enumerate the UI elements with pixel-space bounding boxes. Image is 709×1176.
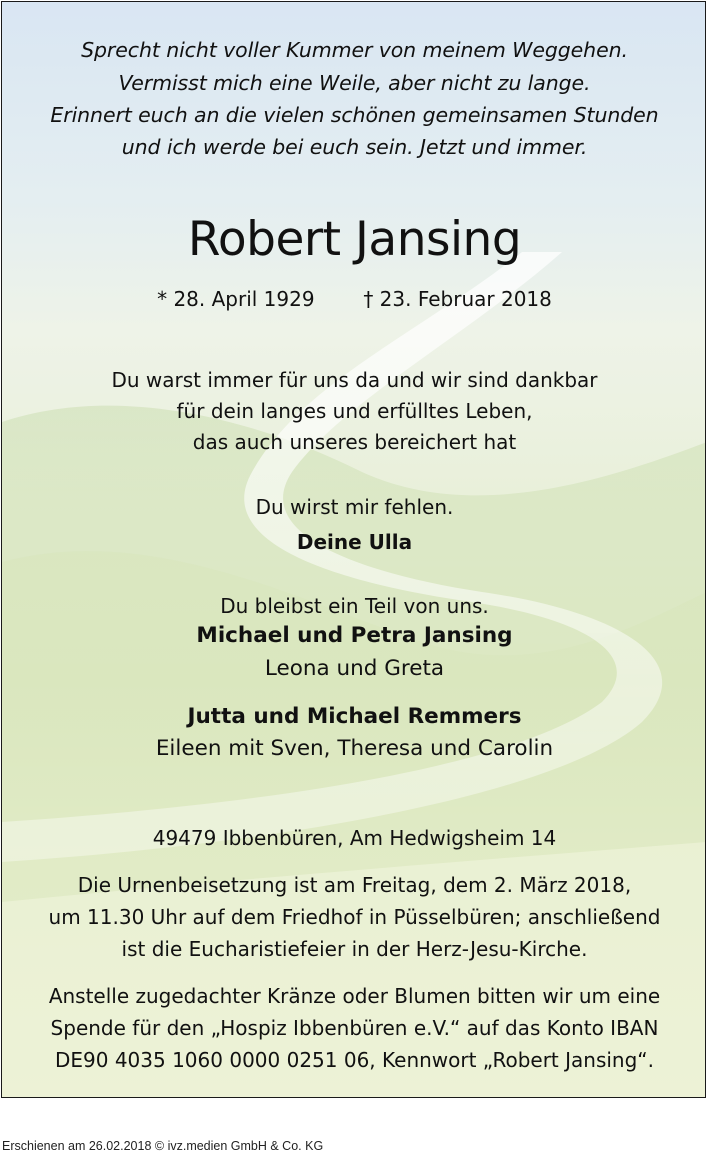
tribute-line: Du warst immer für uns da und wir sind dankbar	[111, 368, 598, 392]
death-date: 23. Februar 2018	[379, 287, 552, 311]
life-dates	[2, 287, 706, 311]
tribute-line: das auch unseres bereichert hat	[192, 430, 517, 454]
death-symbol: †	[363, 287, 374, 311]
donation-line: DE90 4035 1060 0000 0251 06, Kennwort „Robert Jansing“.	[54, 1048, 655, 1072]
family-group1-children: Leona und Greta	[264, 656, 445, 681]
notice-content	[2, 2, 706, 1098]
donation-line: Spende für den „Hospiz Ibbenbüren e.V.“ auf das Konto IBAN	[50, 1016, 659, 1040]
family-group2-names: Jutta und Michael Remmers	[187, 704, 522, 729]
ceremony-line: um 11.30 Uhr auf dem Friedhof in Püsselbüren; anschließend	[48, 905, 661, 929]
tribute-line: für dein langes und erfülltes Leben,	[176, 399, 533, 423]
publication-footer: Erschienen am 26.02.2018 © ivz.medien GmbH & Co. KG	[2, 1139, 324, 1153]
birth-date: * 28. April 1929	[157, 287, 315, 311]
deceased-name: Robert Jansing	[187, 212, 522, 267]
poem-line: Vermisst mich eine Weile, aber nicht zu lange.	[118, 71, 591, 95]
donation-line: Anstelle zugedachter Kränze oder Blumen bitten wir um eine	[48, 984, 661, 1008]
address: 49479 Ibbenbüren, Am Hedwigsheim 14	[152, 826, 557, 850]
family-message: Du bleibst ein Teil von uns.	[220, 594, 489, 618]
obituary-notice	[1, 1, 706, 1098]
wife-message: Du wirst mir fehlen.	[255, 495, 454, 519]
wife-signature: Deine Ulla	[296, 530, 413, 554]
ceremony-line: Die Urnenbeisetzung ist am Freitag, dem 2. März 2018,	[77, 873, 632, 897]
ceremony-line: ist die Eucharistiefeier in der Herz-Jesu-Kirche.	[121, 937, 588, 961]
family-group1-names: Michael und Petra Jansing	[196, 623, 513, 648]
family-group2-children: Eileen mit Sven, Theresa und Carolin	[155, 736, 554, 761]
poem-line: Erinnert euch an die vielen schönen gemeinsamen Stunden	[50, 103, 659, 127]
poem-line: Sprecht nicht voller Kummer von meinem Weggehen.	[81, 38, 628, 62]
poem-line: und ich werde bei euch sein. Jetzt und immer.	[121, 135, 588, 159]
